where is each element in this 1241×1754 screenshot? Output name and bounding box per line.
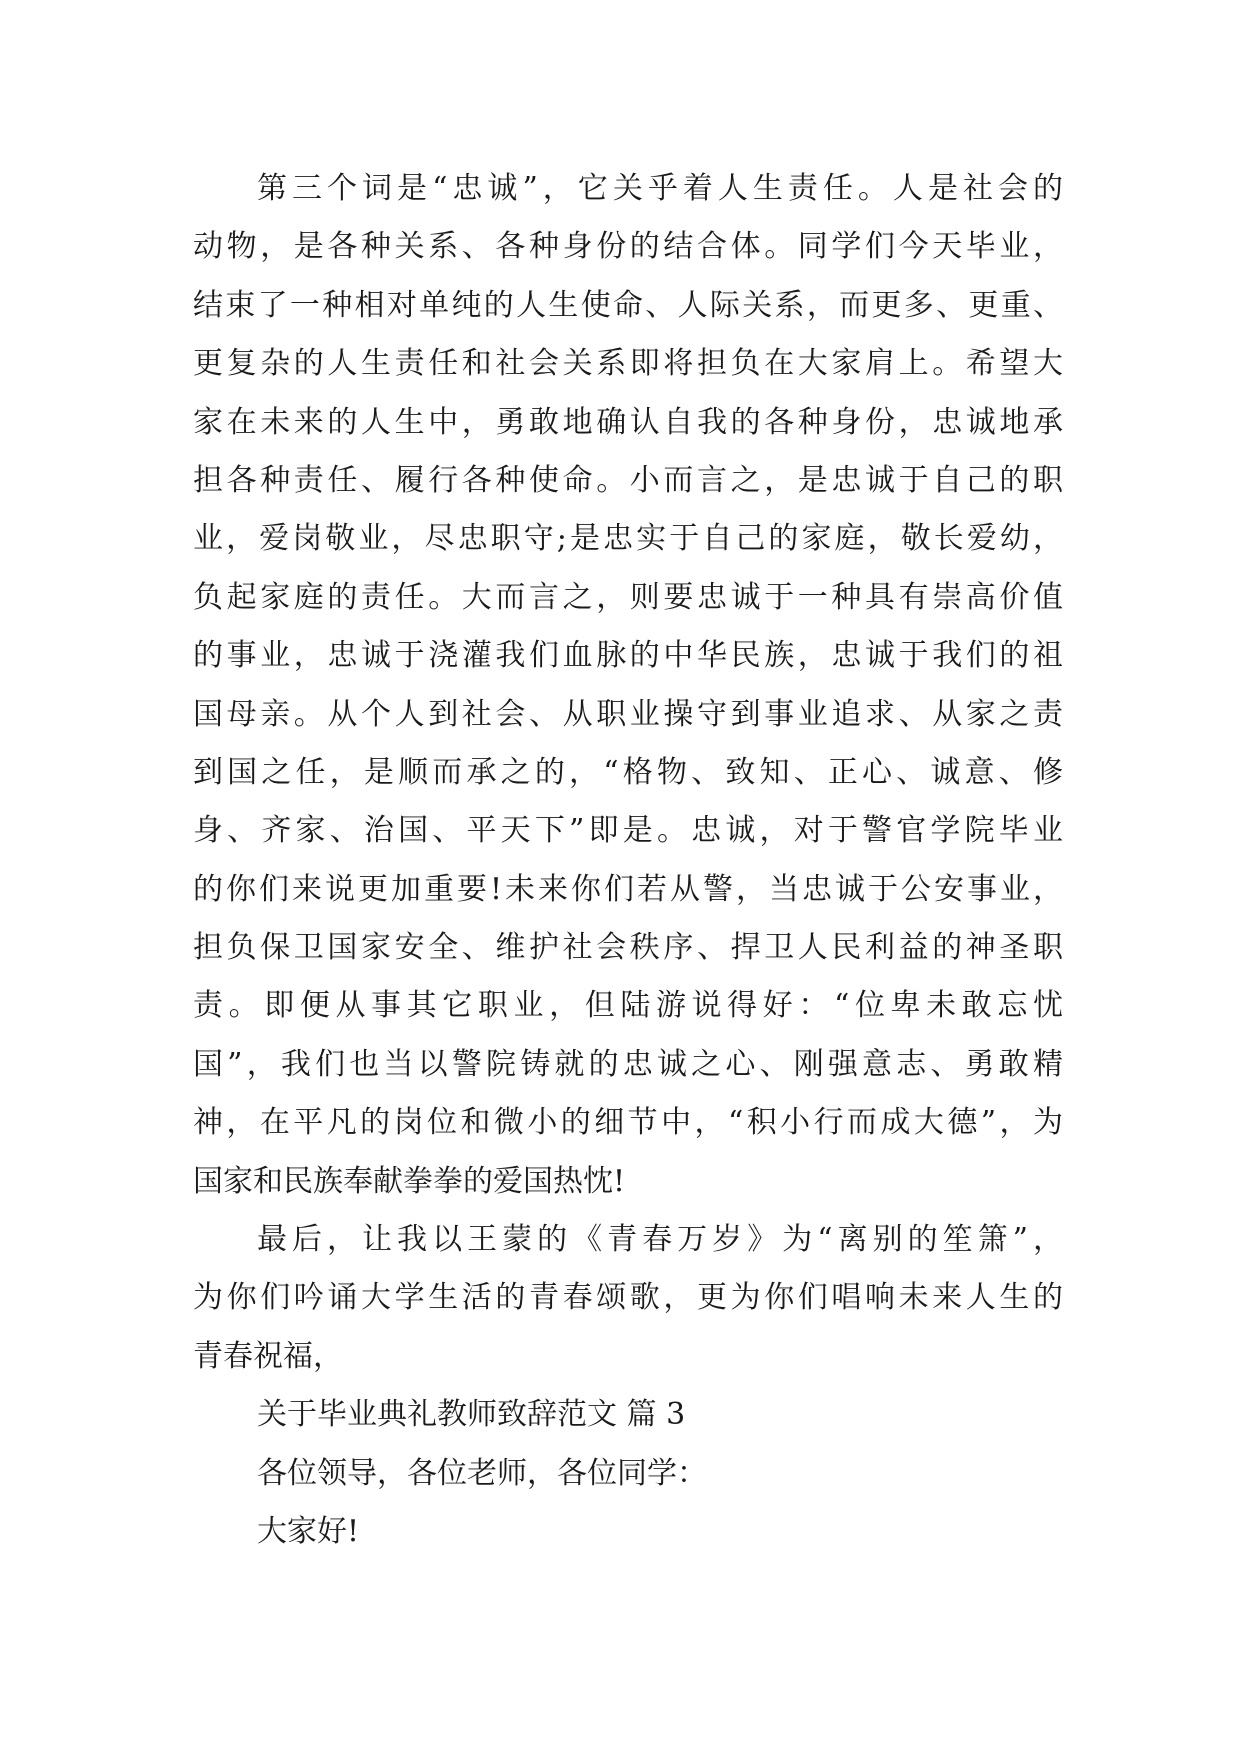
text-line: 责。即便从事其它职业，但陆游说得好：“位卑未敢忘忧 — [193, 988, 1063, 1024]
text-line: 国”，我们也当以警院铸就的忠诚之心、刚强意志、勇敢精 — [193, 1046, 1063, 1082]
text-line: 到国之任，是顺而承之的，“格物、致知、正心、诚意、修 — [193, 754, 1063, 790]
section-heading — [193, 1386, 1063, 1444]
text-line: 国母亲。从个人到社会、从职业操守到事业追求、从家之责 — [193, 696, 1063, 732]
text-line: 为你们吟诵大学生活的青春颂歌，更为你们唱响未来人生的 — [193, 1280, 1063, 1316]
text-line: 负起家庭的责任。大而言之，则要忠诚于一种具有崇高价值 — [193, 579, 1063, 615]
paragraph-closing — [193, 1211, 1063, 1386]
text-line: 的你们来说更加重要!未来你们若从警，当忠诚于公安事业， — [193, 871, 1063, 907]
greeting — [193, 1503, 1063, 1561]
text-line: 担负保卫国家安全、维护社会秩序、捍卫人民利益的神圣职 — [193, 930, 1063, 966]
text-line: 最后，让我以王蒙的《青春万岁》为“离别的笙箫”， — [257, 1222, 1063, 1258]
text-line: 动物，是各种关系、各种身份的结合体。同学们今天毕业， — [193, 229, 1063, 265]
section-title: 关于毕业典礼教师致辞范文 篇 3 — [257, 1397, 686, 1433]
text-line: 第三个词是“忠诚”，它关乎着人生责任。人是社会的 — [257, 171, 1063, 206]
text-line: 的事业，忠诚于浇灌我们血脉的中华民族，忠诚于我们的祖 — [193, 638, 1063, 674]
text-line: 家在未来的人生中，勇敢地确认自我的各种身份，忠诚地承 — [193, 404, 1063, 440]
document-body — [193, 160, 1063, 1561]
text-line: 结束了一种相对单纯的人生使命、人际关系，而更多、更重、 — [193, 287, 1063, 323]
text-line: 国家和民族奉献拳拳的爱国热忱! — [193, 1163, 626, 1199]
paragraph-loyalty — [193, 160, 1063, 1211]
greeting-line: 大家好! — [257, 1513, 360, 1549]
text-line: 业，爱岗敬业，尽忠职守;是忠实于自己的家庭，敬长爱幼， — [193, 521, 1063, 557]
text-line: 更复杂的人生责任和社会关系即将担负在大家肩上。希望大 — [193, 346, 1063, 382]
salutation — [193, 1445, 1063, 1503]
text-line: 身、齐家、治国、平天下”即是。忠诚，对于警官学院毕业 — [193, 813, 1063, 849]
text-line: 青春祝福， — [193, 1338, 343, 1374]
text-line: 担各种责任、履行各种使命。小而言之，是忠诚于自己的职 — [193, 462, 1063, 498]
text-line: 神，在平凡的岗位和微小的细节中，“积小行而成大德”，为 — [193, 1105, 1063, 1141]
salutation-line: 各位领导，各位老师，各位同学： — [257, 1455, 707, 1491]
